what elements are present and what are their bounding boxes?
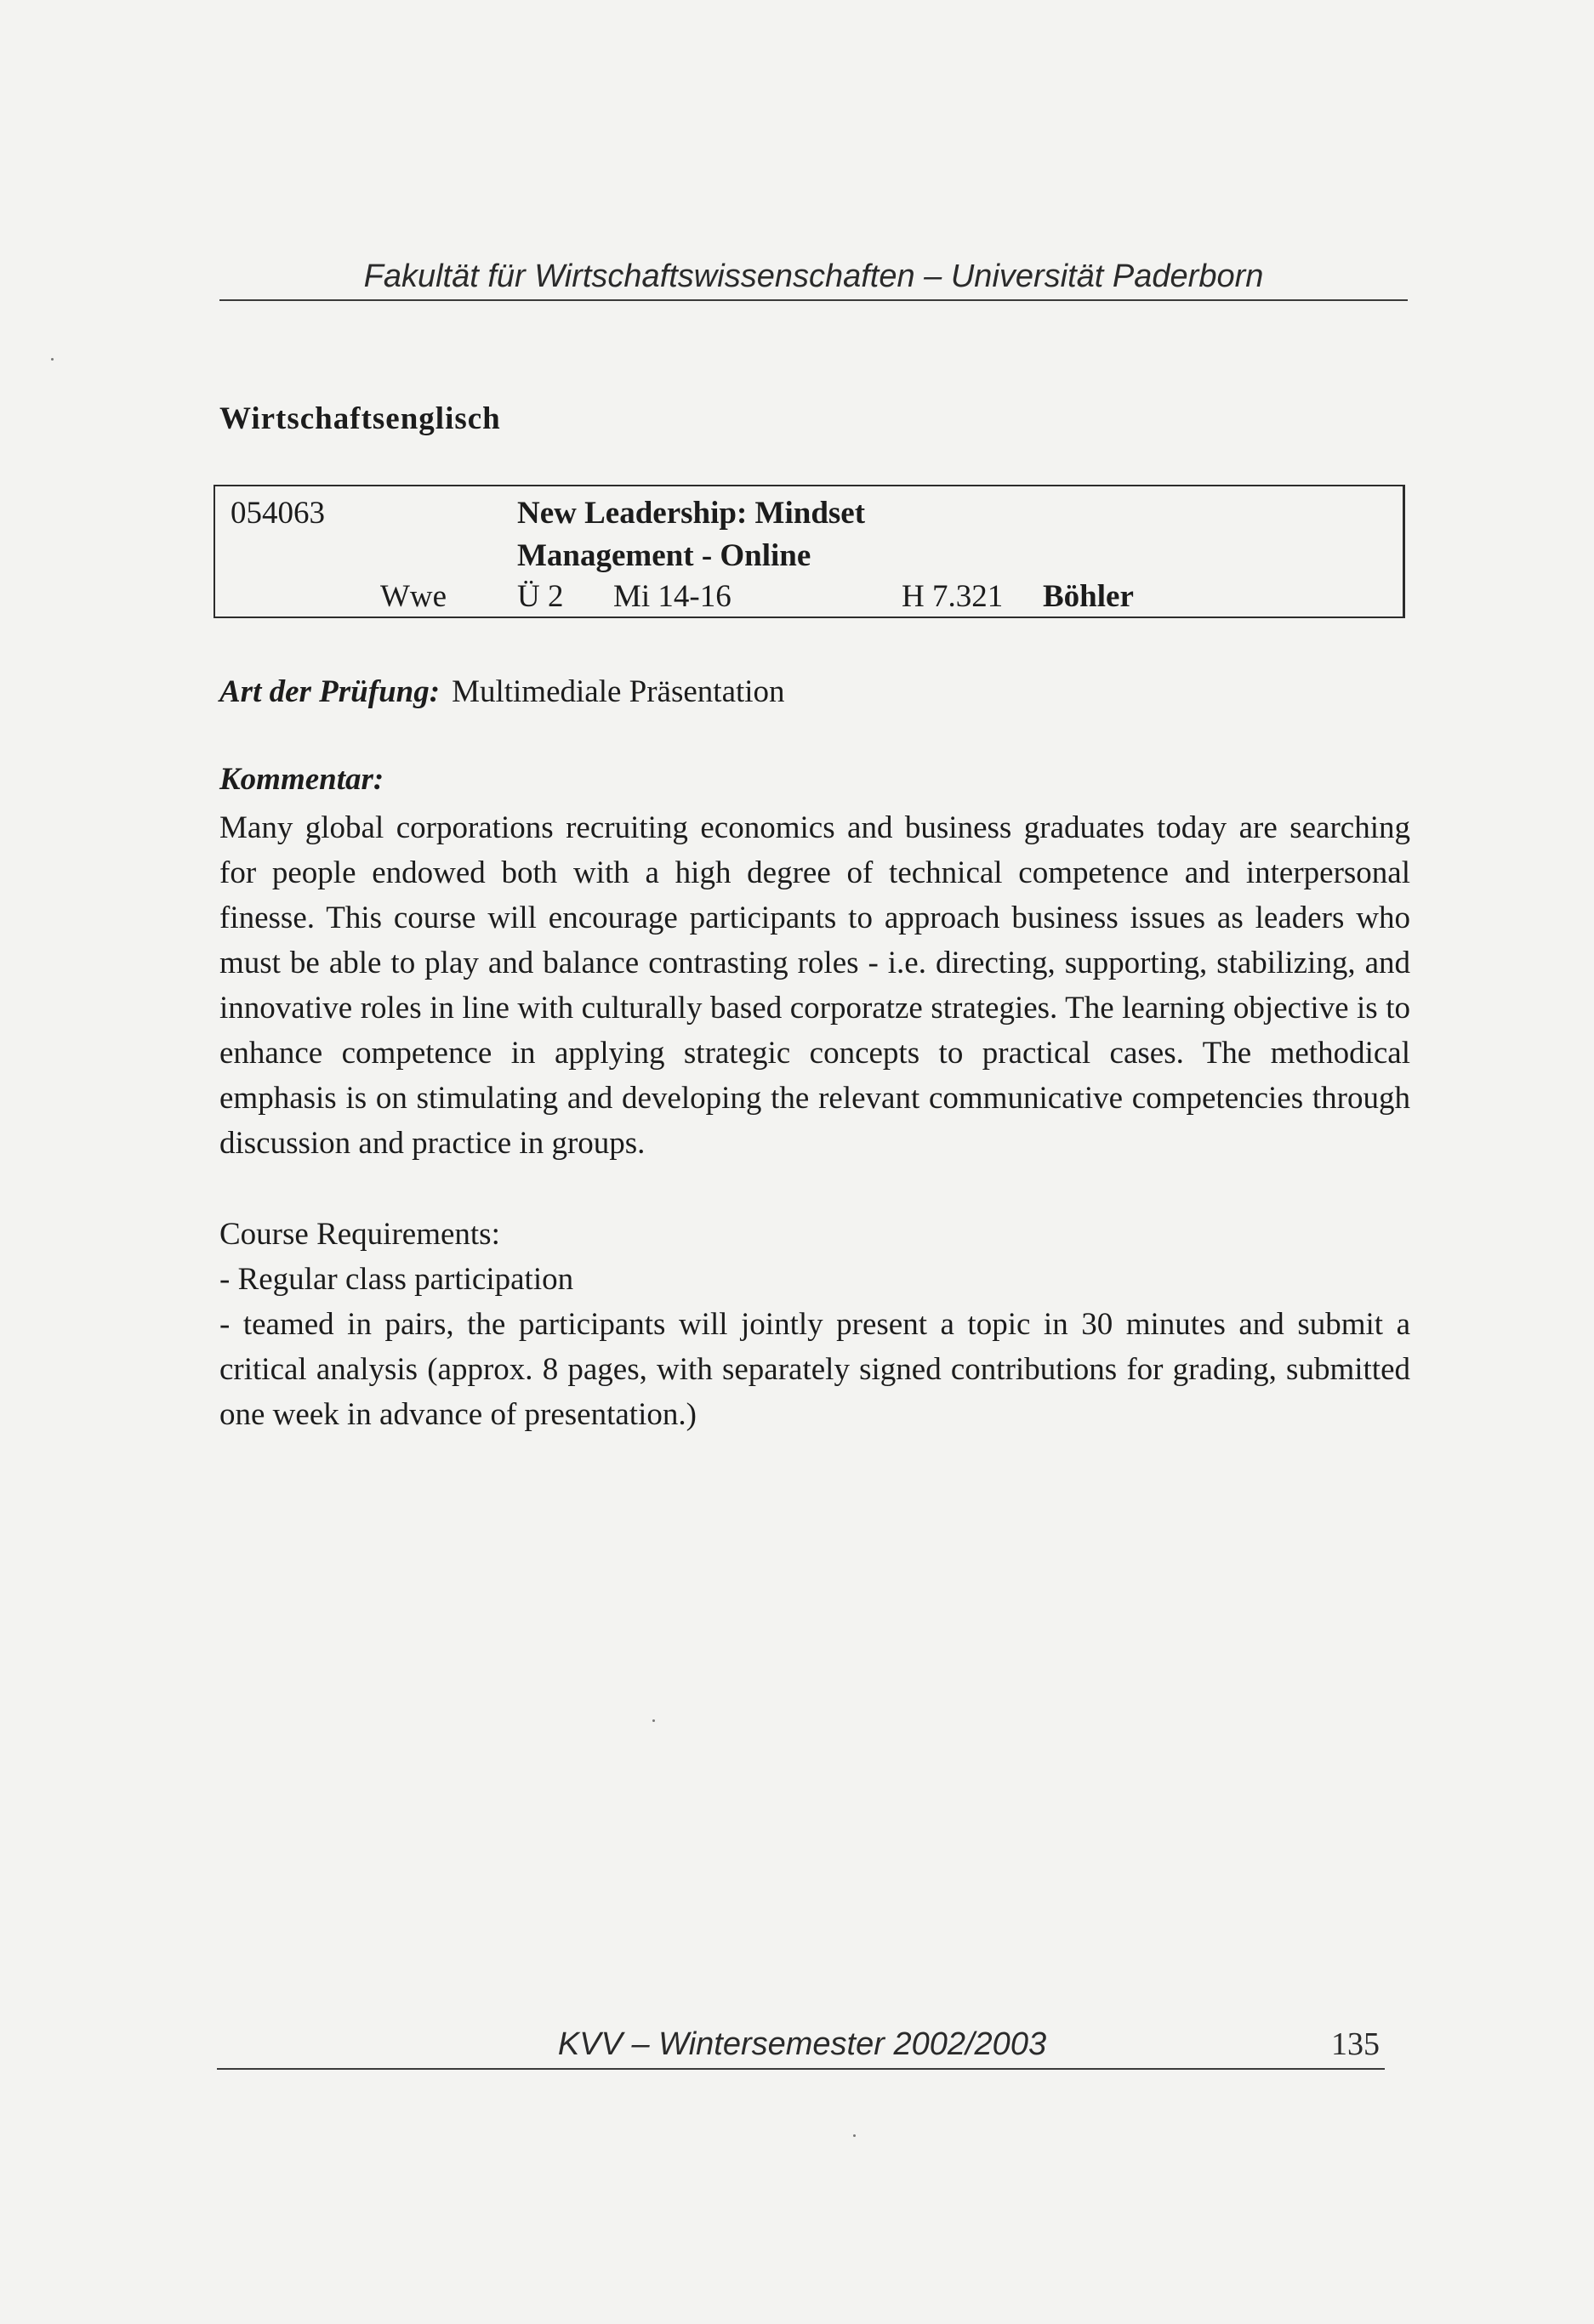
section-title: Wirtschaftsenglisch bbox=[219, 401, 501, 436]
course-number: 054063 bbox=[231, 496, 325, 531]
exam-type-label: Art der Prüfung: bbox=[219, 674, 441, 709]
course-title-line-1: New Leadership: Mindset bbox=[517, 496, 866, 531]
exam-type-value: Multimediale Präsentation bbox=[452, 674, 785, 709]
footer-rule bbox=[217, 2068, 1385, 2070]
course-info-box bbox=[213, 485, 1405, 618]
course-type: Ü 2 bbox=[517, 579, 564, 614]
scan-speck bbox=[652, 1719, 655, 1722]
header-rule bbox=[219, 299, 1408, 301]
faculty-header: Fakultät für Wirtschaftswissenschaften – Universität Paderborn bbox=[363, 259, 1264, 294]
page-number: 135 bbox=[1331, 2026, 1380, 2062]
requirements-heading: Course Requirements: bbox=[219, 1217, 500, 1252]
scan-speck bbox=[51, 358, 54, 361]
course-time: Mi 14-16 bbox=[613, 579, 732, 614]
comment-label: Kommentar: bbox=[219, 762, 384, 797]
course-room: H 7.321 bbox=[902, 579, 1004, 614]
course-lecturer: Böhler bbox=[1043, 579, 1134, 614]
scan-speck bbox=[853, 2134, 856, 2137]
requirement-item-2: - teamed in pairs, the participants will jointly present a topic in 30 minutes and submit a critical analysis (approx. 8 pages, with separately signed contributions for grading, submitted one week in advance of presentation.) bbox=[219, 1307, 1410, 1432]
course-code: Wwe bbox=[380, 579, 447, 614]
footer-title: KVV – Wintersemester 2002/2003 bbox=[557, 2026, 1047, 2062]
course-title-line-2: Management - Online bbox=[517, 538, 811, 573]
course-description: Many global corporations recruiting economics and business graduates today are searching for people endowed both with a high degree of technical competence and interpersonal finesse. This course will encourage participants to approach business issues as leaders who must be able to play and balance contrasting roles - i.e. directing, supporting, stabilizing, and innovative roles in line with culturally based corporatze strategies. The learning objective is to enhance competence in applying strategic concepts to practical cases. The methodical emphasis is on stimulating and developing the relevant communicative competencies through discussion and practice in groups. bbox=[219, 810, 1410, 1161]
requirement-item-1: - Regular class participation bbox=[219, 1262, 574, 1297]
exam-type bbox=[219, 672, 785, 713]
